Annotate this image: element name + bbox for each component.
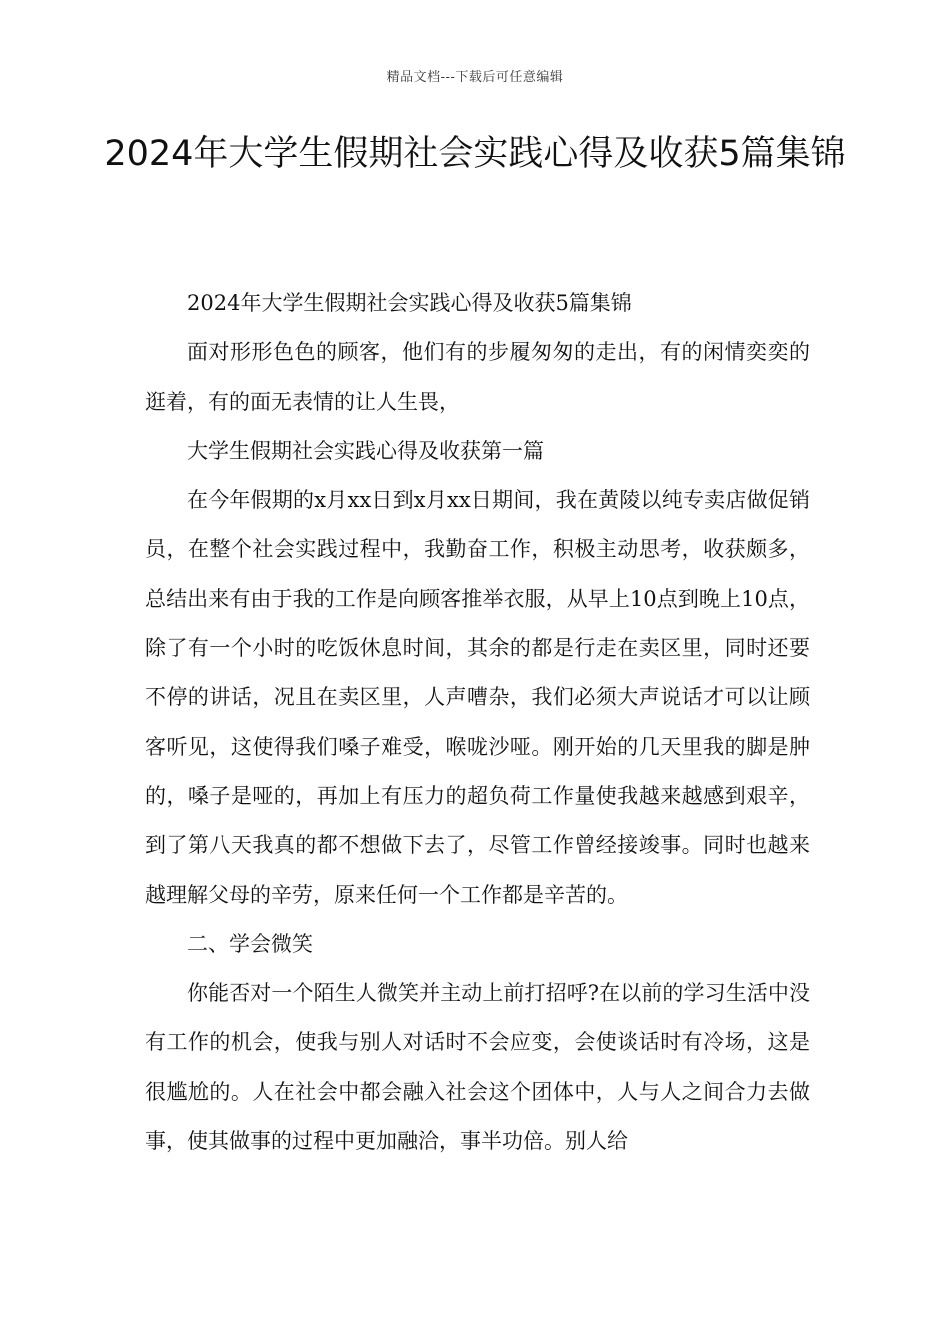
paragraph-body: 你能否对一个陌生人微笑并主动上前打招呼?在以前的学习生活中没有工作的机会，使我与别人对话时不会应变，会使谈话时有冷场，这是很尴尬的。人在社会中都会融入社会这个团体中，人与人之间合力去做事，使其做事的过程中更加融洽，事半功倍。别人给 [145,981,810,1154]
paragraph-subtitle: 2024年大学生假期社会实践心得及收获5篇集锦 [187,291,632,315]
paragraph-intro: 面对形形色色的顾客，他们有的步履匆匆的走出，有的闲情奕奕的逛着，有的面无表情的让人生畏， [145,340,810,414]
paragraph-section-heading: 大学生假期社会实践心得及收获第一篇 [187,438,544,463]
paragraph-body: 在今年假期的x月xx日到x月xx日期间，我在黄陵以纯专卖店做促销员，在整个社会实践过程中，我勤奋工作，积极主动思考，收获颇多，总结出来有由于我的工作是向顾客推举衣服，从早上10点到晚上10点，除了有一个小时的吃饭休息时间，其余的都是行走在卖区里，同时还要不停的讲话，况且在卖区里，人声嘈杂，我们必须大声说话才可以让顾客听见，这使得我们嗓子难受，喉咙沙哑。刚开始的几天里我的脚是肿的，嗓子是哑的，再加上有压力的超负荷工作量使我越来越感到艰辛，到了第八天我真的都不想做下去了，尽管工作曾经接竣事。同时也越来越理解父母的辛劳，原来任何一个工作都是辛苦的。 [145,488,810,907]
document-title: 2024年大学生假期社会实践心得及收获5篇集锦 [104,134,846,174]
document-body [145,279,810,1166]
paragraph-section-heading: 二、学会微笑 [187,931,313,956]
header-note: 精品文档---下载后可任意编辑 [386,70,564,85]
